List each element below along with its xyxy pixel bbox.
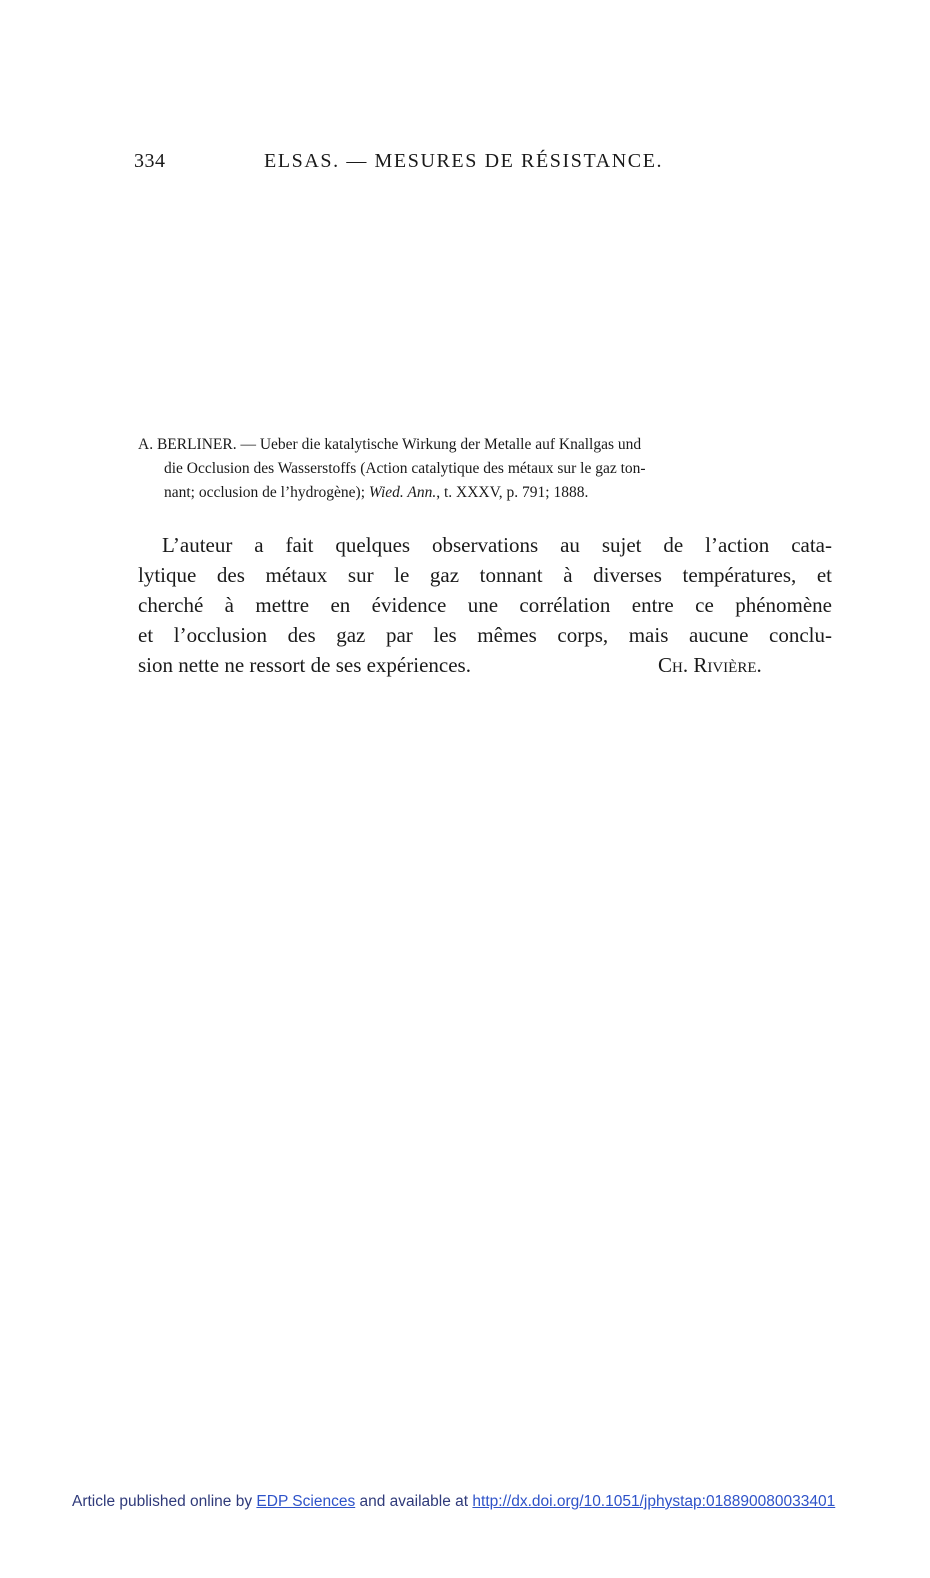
footer-prefix: Article published online by: [72, 1493, 253, 1510]
journal-name: Wied. Ann.: [368, 484, 437, 501]
publisher-link[interactable]: EDP Sciences: [256, 1493, 356, 1510]
abstract-text: sion nette ne ressort de ses expériences.: [138, 653, 471, 677]
citation-line-3: [138, 481, 830, 505]
citation-line-1: A. BERLINER. — Ueber die katalytische Wirkung der Metalle auf Knallgas und: [138, 436, 642, 453]
abstract-line-2: lytique des métaux sur le gaz tonnant à diverses températures, et: [138, 563, 832, 587]
abstract-line-5: [138, 650, 832, 680]
citation-text: nant; occlusion de l’hydrogène);: [164, 484, 366, 501]
doi-link[interactable]: http://dx.doi.org/10.1051/jphystap:018890080033401: [472, 1493, 836, 1510]
page-header: [134, 150, 714, 178]
footer-middle: and available at: [359, 1493, 469, 1510]
abstract-line-4: et l’occlusion des gaz par les mêmes corps, mais aucune conclu-: [138, 623, 832, 647]
abstract-line-3: cherché à mettre en évidence une corrélation entre ce phénomène: [138, 593, 832, 617]
page-number: 334: [134, 150, 166, 172]
running-title: ELSAS. — MESURES DE RÉSISTANCE.: [264, 150, 664, 172]
citation-reference: , t. XXXV, p. 791; 1888.: [436, 484, 589, 501]
abstract-line-1: L’auteur a fait quelques observations au sujet de l’action cata-: [162, 533, 832, 557]
bibliographic-citation: [138, 433, 830, 505]
abstract-paragraph: [138, 530, 832, 680]
citation-line-2: die Occlusion des Wasserstoffs (Action catalytique des métaux sur le gaz ton-: [164, 460, 646, 477]
publication-footer: [72, 1493, 835, 1511]
author-signature: Ch. Rivière.: [658, 653, 762, 677]
